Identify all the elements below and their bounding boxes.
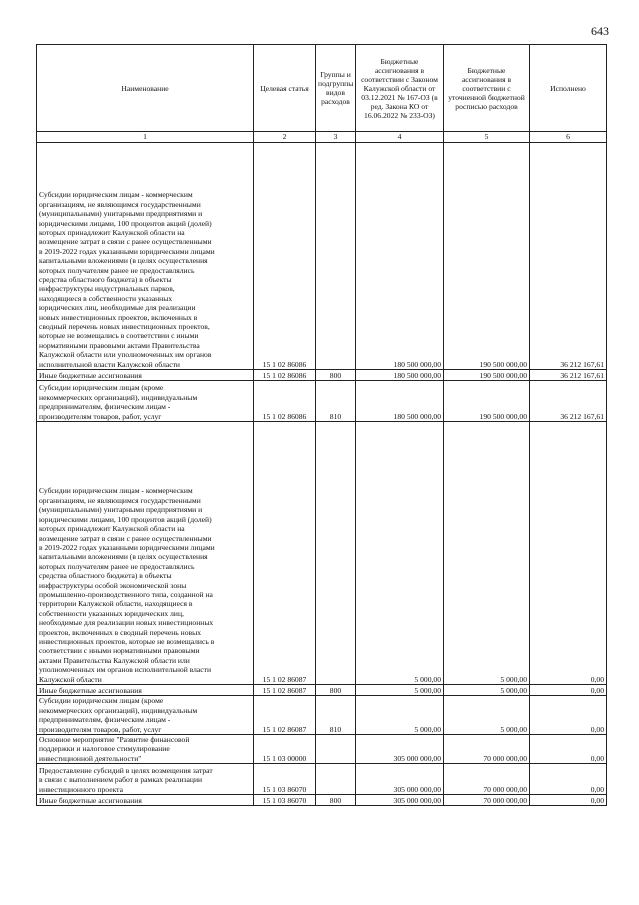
- column-number: 1: [37, 132, 254, 143]
- page-number: 643: [591, 24, 609, 38]
- row-name: Субсидии юридическим лицам - коммерческим организациям, не являющимся государственными (муниципальными) унитарными предприятиями и юридическими лицами, 100 процентов акций (долей) которых принадлежит Калужской области на возмещение затрат в связи с ранее осуществленными в 2019-2022 годах указанными юридическими лицами капитальными вложениями (в целях осуществления которых получателям ранее не предоставлялись средства областного бюджета) в объекты инфраструктуры индустриальных парков, находящиеся в собственности указанных юридических лиц, необходимые для реализации новых инвестиционных проектов, включенных в сводный перечень новых инвестиционных проектов, которые не возмещались в соответствии с иными нормативными правовыми актами Правительства Калужской области или уполномоченных им органов исполнительной власти Калужской области: [37, 143, 254, 370]
- header-law-allocations: Бюджетные ассигнования в соответствии с Законом Калужской области от 03.12.2021 № 167-ОЗ (в ред. Закона КО от 16.06.2022 № 233-ОЗ): [356, 45, 444, 132]
- row-law-amount: 305 000 000,00: [356, 764, 444, 795]
- row-refined-amount: 5 000,00: [444, 685, 530, 696]
- row-law-amount: 5 000,00: [356, 685, 444, 696]
- row-expense-group: [316, 422, 356, 685]
- row-law-amount: 305 000 000,00: [356, 735, 444, 764]
- row-name: Предоставление субсидий в целях возмещения затрат в связи с выполнением работ в рамках реализации инвестиционного проекта: [37, 764, 254, 795]
- table-row: [37, 764, 607, 795]
- row-target-article: 15 1 03 00000: [254, 735, 316, 764]
- column-number-row: [37, 132, 607, 143]
- row-target-article: 15 1 02 86086: [254, 370, 316, 381]
- row-target-article: 15 1 02 86086: [254, 381, 316, 422]
- row-refined-amount: 190 500 000,00: [444, 370, 530, 381]
- row-executed-amount: 0,00: [530, 422, 607, 685]
- table-row: [37, 143, 607, 370]
- row-expense-group: 800: [316, 370, 356, 381]
- row-expense-group: 800: [316, 685, 356, 696]
- column-number: 5: [444, 132, 530, 143]
- row-name: Субсидии юридическим лицам (кроме некоммерческих организаций), индивидуальным предпринимателям, физическим лицам - производителям товаров, работ, услуг: [37, 696, 254, 735]
- row-executed-amount: 36 212 167,61: [530, 381, 607, 422]
- row-name: Иные бюджетные ассигнования: [37, 685, 254, 696]
- row-refined-amount: 70 000 000,00: [444, 795, 530, 806]
- row-executed-amount: 0,00: [530, 735, 607, 764]
- row-refined-amount: 190 500 000,00: [444, 143, 530, 370]
- column-number: 2: [254, 132, 316, 143]
- row-law-amount: 180 500 000,00: [356, 370, 444, 381]
- row-executed-amount: 0,00: [530, 764, 607, 795]
- header-executed: Исполнено: [530, 45, 607, 132]
- row-law-amount: 5 000,00: [356, 422, 444, 685]
- row-law-amount: 180 500 000,00: [356, 143, 444, 370]
- table-row: [37, 422, 607, 685]
- row-law-amount: 5 000,00: [356, 696, 444, 735]
- row-target-article: 15 1 02 86086: [254, 143, 316, 370]
- header-name: Наименование: [37, 45, 254, 132]
- row-executed-amount: 0,00: [530, 696, 607, 735]
- row-expense-group: [316, 764, 356, 795]
- row-target-article: 15 1 02 86087: [254, 685, 316, 696]
- row-law-amount: 180 500 000,00: [356, 381, 444, 422]
- header-row: [37, 45, 607, 132]
- table-row: [37, 795, 607, 806]
- row-name: Иные бюджетные ассигнования: [37, 795, 254, 806]
- row-executed-amount: 0,00: [530, 685, 607, 696]
- row-refined-amount: 5 000,00: [444, 422, 530, 685]
- row-name: Иные бюджетные ассигнования: [37, 370, 254, 381]
- row-refined-amount: 70 000 000,00: [444, 764, 530, 795]
- row-name: Субсидии юридическим лицам (кроме некоммерческих организаций), индивидуальным предпринимателям, физическим лицам - производителям товаров, работ, услуг: [37, 381, 254, 422]
- table-row: [37, 370, 607, 381]
- row-target-article: 15 1 02 86087: [254, 696, 316, 735]
- table-row: [37, 735, 607, 764]
- row-expense-group: 810: [316, 696, 356, 735]
- row-name: Субсидии юридическим лицам - коммерческим организациям, не являющимся государственными (муниципальными) унитарными предприятиями и юридическими лицами, 100 процентов акций (долей) которых принадлежит Калужской области на возмещение затрат в связи с ранее осуществленными в 2019-2022 годах указанными юридическими лицами капитальными вложениями (в целях осуществления которых получателям ранее не предоставлялись средства областного бюджета) в объекты инфраструктуры особой экономической зоны промышленно-производственного типа, созданной на территории Калужской области, находящиеся в собственности указанных юридических лиц, необходимые для реализации новых инвестиционных проектов, включенных в сводный перечень новых инвестиционных проектов, которые не возмещались в соответствии с иными нормативными правовыми актами Правительства Калужской области или уполномоченных им органов исполнительной власти Калужской области: [37, 422, 254, 685]
- row-name: Основное мероприятие "Развитие финансовой поддержки и налоговое стимулирование инвестиционной деятельности": [37, 735, 254, 764]
- row-target-article: 15 1 03 86070: [254, 795, 316, 806]
- row-expense-group: [316, 143, 356, 370]
- row-executed-amount: 36 212 167,61: [530, 370, 607, 381]
- row-refined-amount: 190 500 000,00: [444, 381, 530, 422]
- row-target-article: 15 1 03 86070: [254, 764, 316, 795]
- table-row: [37, 685, 607, 696]
- row-executed-amount: 36 212 167,61: [530, 143, 607, 370]
- column-number: 4: [356, 132, 444, 143]
- row-refined-amount: 70 000 000,00: [444, 735, 530, 764]
- row-expense-group: [316, 735, 356, 764]
- column-number: 6: [530, 132, 607, 143]
- header-expense-group: Группы и подгруппы видов расходов: [316, 45, 356, 132]
- row-refined-amount: 5 000,00: [444, 696, 530, 735]
- table-row: [37, 381, 607, 422]
- budget-table: [36, 44, 607, 806]
- table-row: [37, 696, 607, 735]
- row-expense-group: 800: [316, 795, 356, 806]
- row-executed-amount: 0,00: [530, 795, 607, 806]
- row-law-amount: 305 000 000,00: [356, 795, 444, 806]
- column-number: 3: [316, 132, 356, 143]
- header-target-article: Целевая статья: [254, 45, 316, 132]
- row-target-article: 15 1 02 86087: [254, 422, 316, 685]
- header-refined-allocations: Бюджетные ассигнования в соответствии с уточненной бюджетной росписью расходов: [444, 45, 530, 132]
- row-expense-group: 810: [316, 381, 356, 422]
